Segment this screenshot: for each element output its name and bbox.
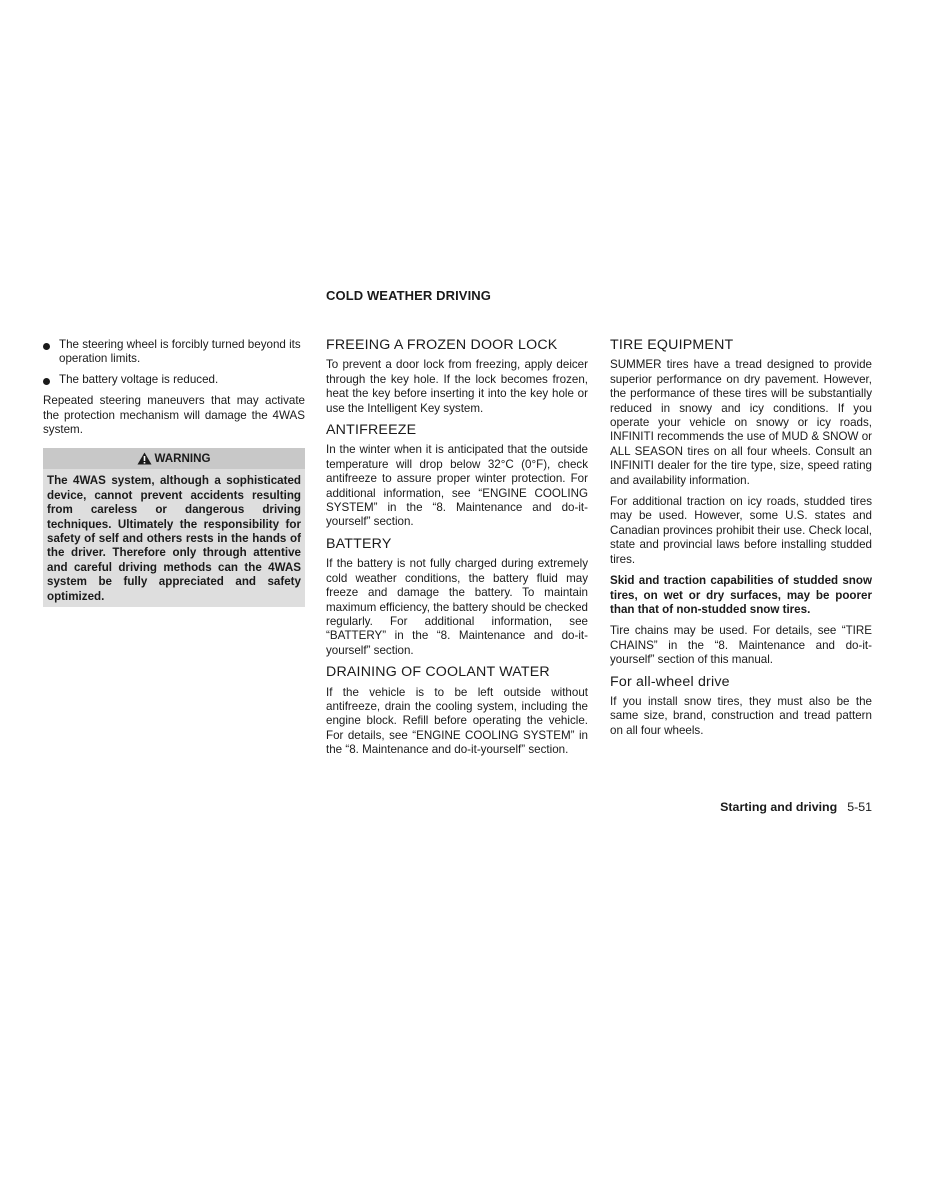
paragraph: If you install snow tires, they must also be the same size, brand, construction and tread pattern on all four wheels. bbox=[610, 694, 872, 737]
bullet-item: The battery voltage is reduced. bbox=[43, 373, 305, 387]
footer-section-name: Starting and driving bbox=[720, 800, 838, 814]
paragraph: To prevent a door lock from freezing, apply deicer through the key hole. If the lock becomes frozen, heat the key before inserting it into the key hole or use the Intelligent Key system. bbox=[326, 358, 588, 415]
bullet-list bbox=[43, 338, 305, 387]
section-heading: FREEING A FROZEN DOOR LOCK bbox=[326, 337, 558, 353]
page-title: COLD WEATHER DRIVING bbox=[326, 288, 491, 303]
bullet-item: The steering wheel is forcibly turned beyond its operation limits. bbox=[43, 338, 305, 367]
section-heading: ANTIFREEZE bbox=[326, 422, 417, 439]
paragraph: SUMMER tires have a tread designed to provide superior performance on dry pavement. However, the performance of these tires will be substantially reduced in snowy and icy conditions. If you operate your vehicle on snowy or icy roads, INFINITI recommends the use of MUD & SNOW or ALL SEASON tires on all four wheels. Consult an INFINITI dealer for the tire type, size, speed rating and availability information. bbox=[610, 358, 872, 487]
warning-box bbox=[43, 448, 305, 607]
warning-triangle-icon bbox=[137, 452, 152, 465]
warning-text: The 4WAS system, although a sophisticated device, cannot prevent accidents resulting from careless or dangerous driving techniques. Ultimately the responsibility for safety of self and others rests in the hands of the driver. Therefore only through attentive and careful driving methods can the 4WAS system be fully appreciated and safety optimized. bbox=[47, 474, 301, 603]
page-footer bbox=[720, 800, 872, 814]
paragraph: Tire chains may be used. For details, see “TIRE CHAINS” in the “8. Maintenance and do-it-yourself” section of this manual. bbox=[610, 624, 872, 667]
paragraph: In the winter when it is anticipated that the outside temperature will drop below 32°C (0°F), check antifreeze to assure proper winter protection. For additional information, see “ENGINE COOLING SYSTEM” in the “8. Maintenance and do-it-yourself” section. bbox=[326, 443, 588, 529]
section-heading: TIRE EQUIPMENT bbox=[610, 337, 734, 353]
section-heading: BATTERY bbox=[326, 535, 392, 552]
subsection-heading: For all-wheel drive bbox=[610, 673, 730, 690]
column-left bbox=[43, 338, 305, 607]
paragraph: If the vehicle is to be left outside without antifreeze, drain the cooling system, including the engine block. Refill before operating the vehicle. For details, see “ENGINE COOLING SYSTEM” in the “8. Maintenance and do-it-yourself” section. bbox=[326, 685, 588, 757]
bold-notice: Skid and traction capabilities of studded snow tires, on wet or dry surfaces, may be poorer than that of non-studded snow tires. bbox=[610, 574, 872, 616]
section-heading: DRAINING OF COOLANT WATER bbox=[326, 664, 550, 681]
column-middle bbox=[326, 338, 588, 765]
bullet-dot-icon bbox=[43, 378, 50, 385]
column-right bbox=[610, 338, 872, 745]
warning-title: WARNING bbox=[154, 451, 211, 465]
bullet-dot-icon bbox=[43, 343, 50, 350]
paragraph: For additional traction on icy roads, studded tires may be used. However, some U.S. states and Canadian provinces prohibit their use. Check local, state and provincial laws before installing studded tires. bbox=[610, 495, 872, 566]
paragraph: If the battery is not fully charged during extremely cold weather conditions, the battery fluid may freeze and damage the battery. To maintain maximum efficiency, the battery should be checked regularly. For additional information, see “BATTERY” in the “8. Maintenance and do-it-yourself” section. bbox=[326, 557, 588, 657]
page-number: 5-51 bbox=[847, 800, 872, 814]
paragraph: Repeated steering maneuvers that may activate the protection mechanism will damage the 4WAS system. bbox=[43, 394, 305, 437]
warning-header bbox=[43, 448, 305, 469]
